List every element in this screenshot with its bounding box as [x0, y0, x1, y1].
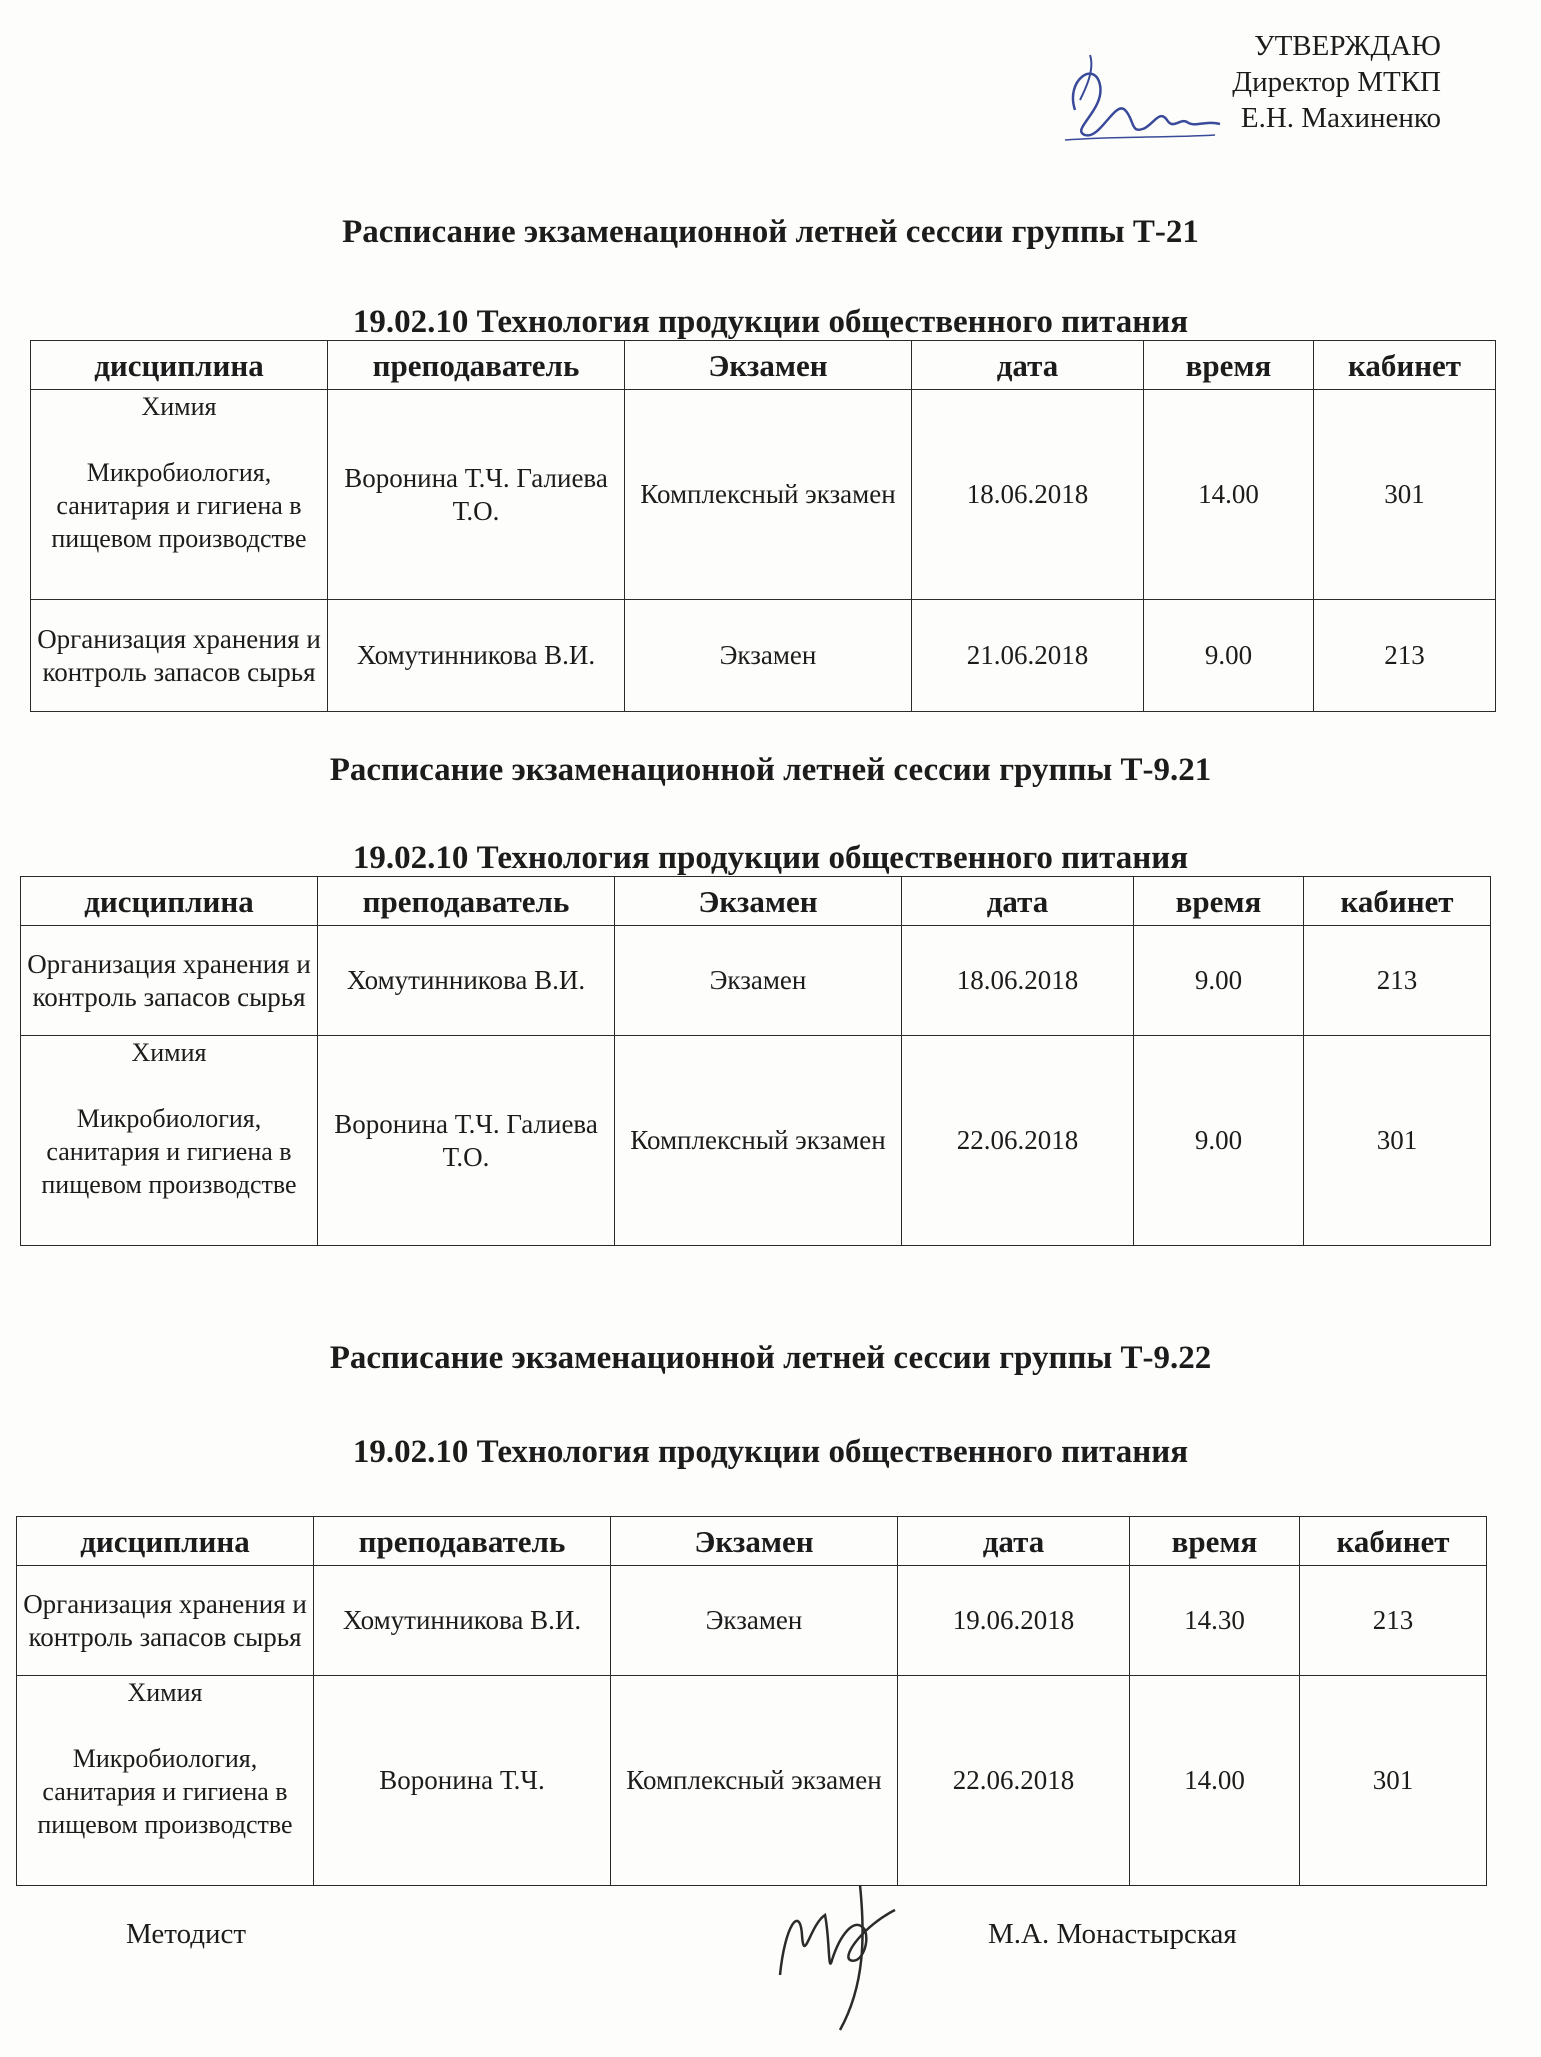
- section3-title: Расписание экзаменационной летней сессии группы Т-9.22: [329, 1340, 1212, 1376]
- col-exam: Экзамен: [625, 341, 912, 390]
- col-exam: Экзамен: [611, 1517, 898, 1566]
- table-row: [17, 1566, 1487, 1676]
- room-cell: 213: [1314, 600, 1496, 712]
- time-cell: 9.00: [1144, 600, 1314, 712]
- section2-subtitle: 19.02.10 Технология продукции общественного питания: [352, 840, 1189, 876]
- col-time: время: [1144, 341, 1314, 390]
- section2-title: Расписание экзаменационной летней сессии группы Т-9.21: [329, 752, 1212, 788]
- approval-position: Директор МТКП: [1232, 66, 1441, 98]
- date-cell: 22.06.2018: [902, 1036, 1134, 1246]
- date-cell: 22.06.2018: [898, 1676, 1130, 1886]
- date-cell: 19.06.2018: [898, 1566, 1130, 1676]
- exam-cell: Комплексный экзамен: [625, 390, 912, 600]
- table-row: [21, 926, 1491, 1036]
- table-row: [31, 600, 1496, 712]
- table-row: [21, 1036, 1491, 1246]
- col-date: дата: [912, 341, 1144, 390]
- schedule-table-t921: [20, 876, 1491, 1246]
- col-room: кабинет: [1314, 341, 1496, 390]
- room-cell: 213: [1300, 1566, 1487, 1676]
- time-cell: 14.00: [1130, 1676, 1300, 1886]
- room-cell: 301: [1300, 1676, 1487, 1886]
- teacher-cell: Хомутинникова В.И.: [318, 926, 615, 1036]
- teacher-cell: Хомутинникова В.И.: [314, 1566, 611, 1676]
- exam-cell: Экзамен: [615, 926, 902, 1036]
- table-row: [17, 1676, 1487, 1886]
- discipline-b: Микробиология, санитария и гигиена в пищевом производстве: [41, 1104, 297, 1199]
- director-signature: [1055, 40, 1225, 160]
- discipline-b: Микробиология, санитария и гигиена в пищевом производстве: [37, 1744, 293, 1839]
- section1-title: Расписание экзаменационной летней сессии группы Т-21: [342, 214, 1199, 250]
- table-header: [31, 341, 1496, 390]
- room-cell: 301: [1314, 390, 1496, 600]
- teacher-cell: Воронина Т.Ч. Галиева Т.О.: [328, 390, 625, 600]
- methodist-signature: [770, 1865, 920, 2035]
- schedule-table-t922: [16, 1516, 1487, 1886]
- discipline-a: Химия: [141, 392, 217, 421]
- discipline-cell: Организация хранения и контроль запасов сырья: [21, 926, 318, 1036]
- col-discipline: дисциплина: [31, 341, 328, 390]
- exam-cell: Экзамен: [625, 600, 912, 712]
- time-cell: 9.00: [1134, 926, 1304, 1036]
- room-cell: 213: [1304, 926, 1491, 1036]
- discipline-a: Химия: [131, 1038, 207, 1067]
- col-date: дата: [902, 877, 1134, 926]
- discipline-cell: [17, 1676, 314, 1886]
- teacher-cell: Воронина Т.Ч. Галиева Т.О.: [318, 1036, 615, 1246]
- teacher-cell: Воронина Т.Ч.: [314, 1676, 611, 1886]
- date-cell: 18.06.2018: [902, 926, 1134, 1036]
- exam-cell: Комплексный экзамен: [615, 1036, 902, 1246]
- table-header: [21, 877, 1491, 926]
- col-teacher: преподаватель: [318, 877, 615, 926]
- section1-subtitle: 19.02.10 Технология продукции общественного питания: [352, 304, 1189, 340]
- table-row: [31, 390, 1496, 600]
- approval-name: Е.Н. Махиненко: [1240, 102, 1441, 134]
- exam-cell: Экзамен: [611, 1566, 898, 1676]
- col-teacher: преподаватель: [328, 341, 625, 390]
- time-cell: 14.00: [1144, 390, 1314, 600]
- schedule-table-t21: [30, 340, 1496, 712]
- discipline-cell: [31, 390, 328, 600]
- discipline-cell: [21, 1036, 318, 1246]
- table-header: [17, 1517, 1487, 1566]
- discipline-cell: Организация хранения и контроль запасов сырья: [17, 1566, 314, 1676]
- section3-subtitle: 19.02.10 Технология продукции общественного питания: [352, 1434, 1189, 1470]
- col-exam: Экзамен: [615, 877, 902, 926]
- col-discipline: дисциплина: [21, 877, 318, 926]
- discipline-a: Химия: [127, 1678, 203, 1707]
- exam-cell: Комплексный экзамен: [611, 1676, 898, 1886]
- time-cell: 14.30: [1130, 1566, 1300, 1676]
- date-cell: 21.06.2018: [912, 600, 1144, 712]
- col-time: время: [1130, 1517, 1300, 1566]
- col-discipline: дисциплина: [17, 1517, 314, 1566]
- col-date: дата: [898, 1517, 1130, 1566]
- col-room: кабинет: [1304, 877, 1491, 926]
- teacher-cell: Хомутинникова В.И.: [328, 600, 625, 712]
- col-time: время: [1134, 877, 1304, 926]
- col-room: кабинет: [1300, 1517, 1487, 1566]
- time-cell: 9.00: [1134, 1036, 1304, 1246]
- discipline-cell: Организация хранения и контроль запасов сырья: [31, 600, 328, 712]
- date-cell: 18.06.2018: [912, 390, 1144, 600]
- discipline-b: Микробиология, санитария и гигиена в пищевом производстве: [51, 458, 307, 553]
- footer-role: Методист: [126, 1918, 247, 1950]
- col-teacher: преподаватель: [314, 1517, 611, 1566]
- approval-title: УТВЕРЖДАЮ: [1254, 30, 1441, 62]
- room-cell: 301: [1304, 1036, 1491, 1246]
- footer-name: М.А. Монастырская: [988, 1918, 1237, 1950]
